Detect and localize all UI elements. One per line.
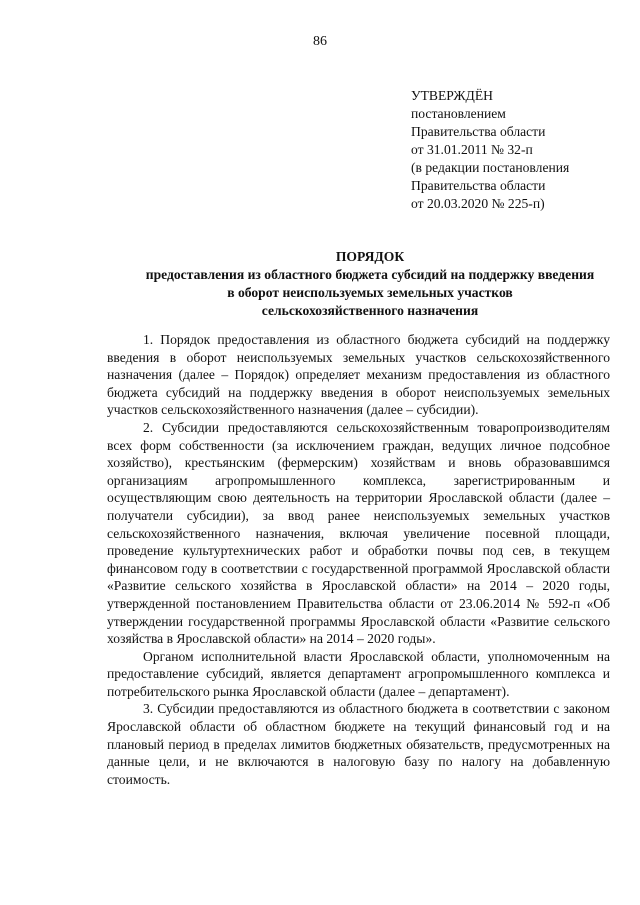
approval-line: УТВЕРЖДЁН: [411, 88, 493, 103]
paragraph-3: 3. Субсидии предоставляются из областного бюджета в соответствии с законом Ярославской области об областном бюджете на текущий финансовый год и на плановый период в пределах лимитов бюджетных обязательств, предусмотренных на данные цели, и не включаются в налоговую базу по налогу на добавленную стоимость.: [107, 701, 610, 787]
paragraph-authority: Органом исполнительной власти Ярославской области, уполномоченным на предоставление субсидий, является департамент агропромышленного комплекса и потребительского рынка Ярославской области (далее – департамент).: [107, 648, 610, 699]
approval-stamp: [411, 87, 569, 213]
paragraph-1: 1. Порядок предоставления из областного бюджета субсидий на поддержку введения в оборот неиспользуемых земельных участков сельскохозяйственного назначения (далее – Порядок) определяет механизм предоставления из областного бюджета субсидий на поддержку введения в оборот неиспользуемых земельных участков сельскохозяйственного назначения (далее – субсидии).: [107, 332, 610, 418]
approval-line: от 31.01.2011 № 32-п: [411, 142, 533, 157]
paragraph-2: 2. Субсидии предоставляются сельскохозяйственным товаропроизводителям всех форм собственности (за исключением граждан, ведущих личное подсобное хозяйство), крестьянским (фермерским) хозяйствам и вновь образовавшимся организациям агропромышленного комплекса, зарегистрированным и осуществляющим свою деятельность на территории Ярославской области (далее – получатели субсидии), за ввод ранее неиспользуемых земельных участков сельскохозяйственного назначения, включая увеличение посевной площади, проведение культуртехнических работ и обработки почвы под сев, в текущем финансовом году в соответствии с государственной программой Ярославской области «Развитие сельского хозяйства в Ярославской области» на 2014 – 2020 годы, утвержденной постановлением Правительства области от 23.06.2014 № 592-п «Об утверждении государственной программы Ярославской области «Развитие сельского хозяйства в Ярославской области» на 2014 – 2020 годы».: [107, 419, 610, 647]
approval-line: Правительства области: [411, 124, 546, 139]
title-heading: ПОРЯДОК: [335, 249, 405, 264]
page-number: 86: [313, 34, 327, 49]
document-title: [100, 248, 640, 320]
title-line: сельскохозяйственного назначения: [261, 303, 479, 318]
approval-line: постановлением: [411, 106, 506, 121]
approval-line: (в редакции постановления: [411, 160, 570, 175]
title-line: предоставления из областного бюджета субсидий на поддержку введения: [145, 267, 595, 282]
approval-line: от 20.03.2020 № 225-п): [411, 196, 545, 211]
document-body: [107, 331, 610, 788]
title-line: в оборот неиспользуемых земельных участков: [227, 285, 513, 300]
approval-line: Правительства области: [411, 178, 546, 193]
